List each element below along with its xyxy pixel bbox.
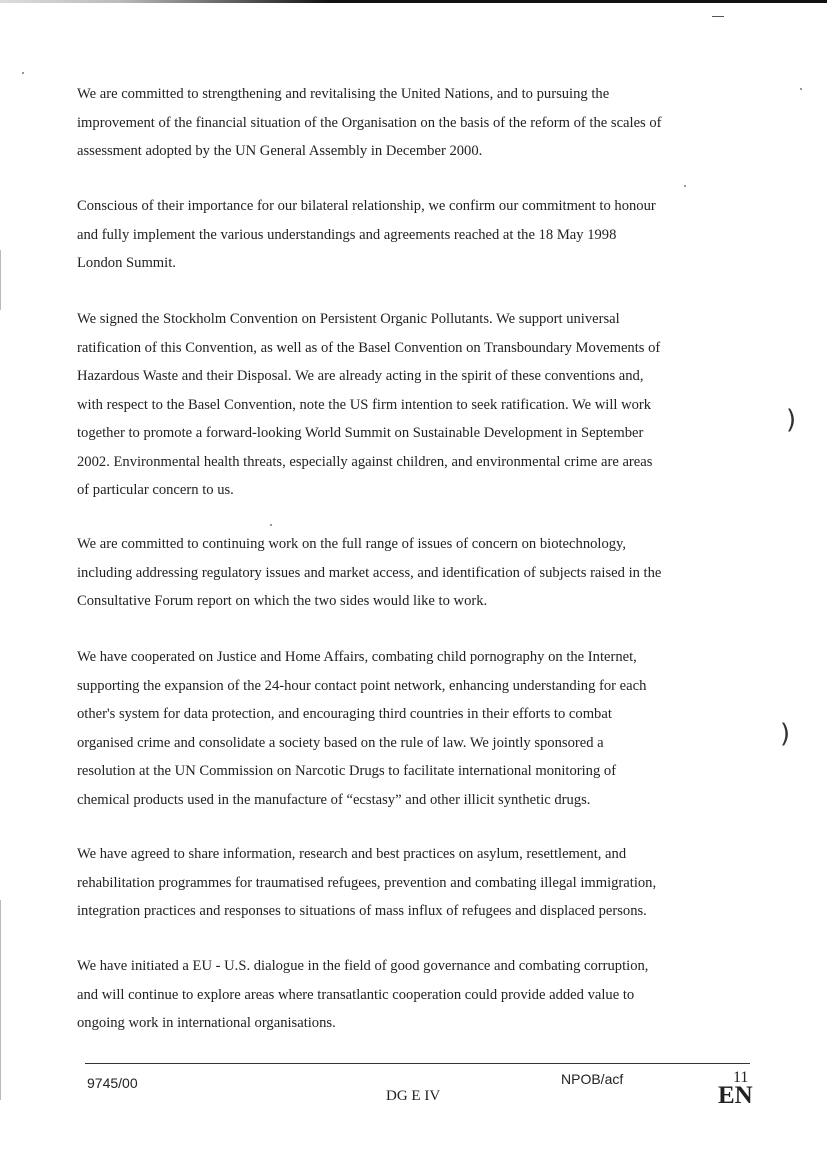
text-line: 2002. Environmental health threats, especially against children, and environmental crime are areas [77, 453, 653, 470]
text-line: ongoing work in international organisations. [77, 1015, 336, 1031]
text-line: We have cooperated on Justice and Home Affairs, combating child pornography on the Internet, [77, 649, 637, 665]
paragraph-justice-home-affairs [77, 643, 757, 814]
text-line: rehabilitation programmes for traumatised refugees, prevention and combating illegal immigration, [77, 874, 657, 891]
text-line: Hazardous Waste and their Disposal. We are already acting in the spirit of these conventions and, [77, 368, 644, 384]
footer-language-code: EN [718, 1082, 753, 1109]
scan-mark [712, 16, 724, 17]
paragraph-biotechnology [77, 530, 757, 616]
text-line: We are committed to continuing work on the full range of issues of concern on biotechnology, [77, 536, 627, 552]
text-line: of particular concern to us. [77, 482, 234, 498]
footer-page-number: 11 [733, 1069, 749, 1086]
scan-speck [22, 72, 24, 74]
text-line: chemical products used in the manufacture of “ecstasy” and other illicit synthetic drugs. [77, 791, 591, 808]
footer-directorate: DG E IV [386, 1088, 441, 1104]
scan-left-edge [0, 900, 1, 1100]
paragraph-asylum [77, 840, 757, 926]
scan-speck [684, 185, 686, 187]
margin-bracket-mark: ) [786, 405, 797, 435]
margin-bracket-mark: ) [780, 719, 791, 749]
scan-top-edge [0, 0, 827, 3]
footer-rule [85, 1063, 750, 1064]
text-line: and fully implement the various understandings and agreements reached at the 18 May 1998 [77, 226, 617, 243]
text-line: together to promote a forward-looking World Summit on Sustainable Development in September [77, 425, 644, 441]
text-line: We are committed to strengthening and revitalising the United Nations, and to pursuing the [77, 86, 610, 102]
text-line: We signed the Stockholm Convention on Persistent Organic Pollutants. We support universal [77, 311, 620, 327]
text-line: with respect to the Basel Convention, note the US firm intention to seek ratification. We will work [77, 396, 652, 413]
text-line: Conscious of their importance for our bilateral relationship, we confirm our commitment to honour [77, 198, 656, 214]
paragraph-governance [77, 952, 757, 1038]
text-line: assessment adopted by the UN General Assembly in December 2000. [77, 143, 483, 159]
text-line: improvement of the financial situation of the Organisation on the basis of the reform of the scales of [77, 114, 662, 131]
paragraph-conventions [77, 305, 757, 505]
footer-department-code: NPOB/acf [561, 1071, 624, 1087]
text-line: supporting the expansion of the 24-hour contact point network, enhancing understanding for each [77, 677, 647, 694]
paragraph-bilateral [77, 192, 757, 278]
scan-speck [800, 88, 802, 90]
scan-speck [270, 524, 272, 526]
text-line: other's system for data protection, and encouraging third countries in their efforts to combat [77, 706, 612, 722]
text-line: integration practices and responses to situations of mass influx of refugees and displaced persons. [77, 903, 647, 919]
text-line: We have initiated a EU - U.S. dialogue in the field of good governance and combating corruption, [77, 958, 649, 974]
text-line: including addressing regulatory issues and market access, and identification of subjects raised in the [77, 564, 662, 581]
text-line: Consultative Forum report on which the two sides would like to work. [77, 593, 488, 609]
paragraph-un [77, 80, 757, 166]
text-line: and will continue to explore areas where transatlantic cooperation could provide added value to [77, 986, 635, 1003]
footer-document-reference: 9745/00 [87, 1075, 138, 1091]
text-line: resolution at the UN Commission on Narcotic Drugs to facilitate international monitoring of [77, 763, 617, 779]
text-line: We have agreed to share information, research and best practices on asylum, resettlement, and [77, 846, 627, 862]
scan-left-edge [0, 250, 1, 310]
text-line: ratification of this Convention, as well as of the Basel Convention on Transboundary Movements of [77, 339, 661, 356]
text-line: organised crime and consolidate a society based on the rule of law. We jointly sponsored a [77, 734, 604, 751]
text-line: London Summit. [77, 255, 176, 271]
